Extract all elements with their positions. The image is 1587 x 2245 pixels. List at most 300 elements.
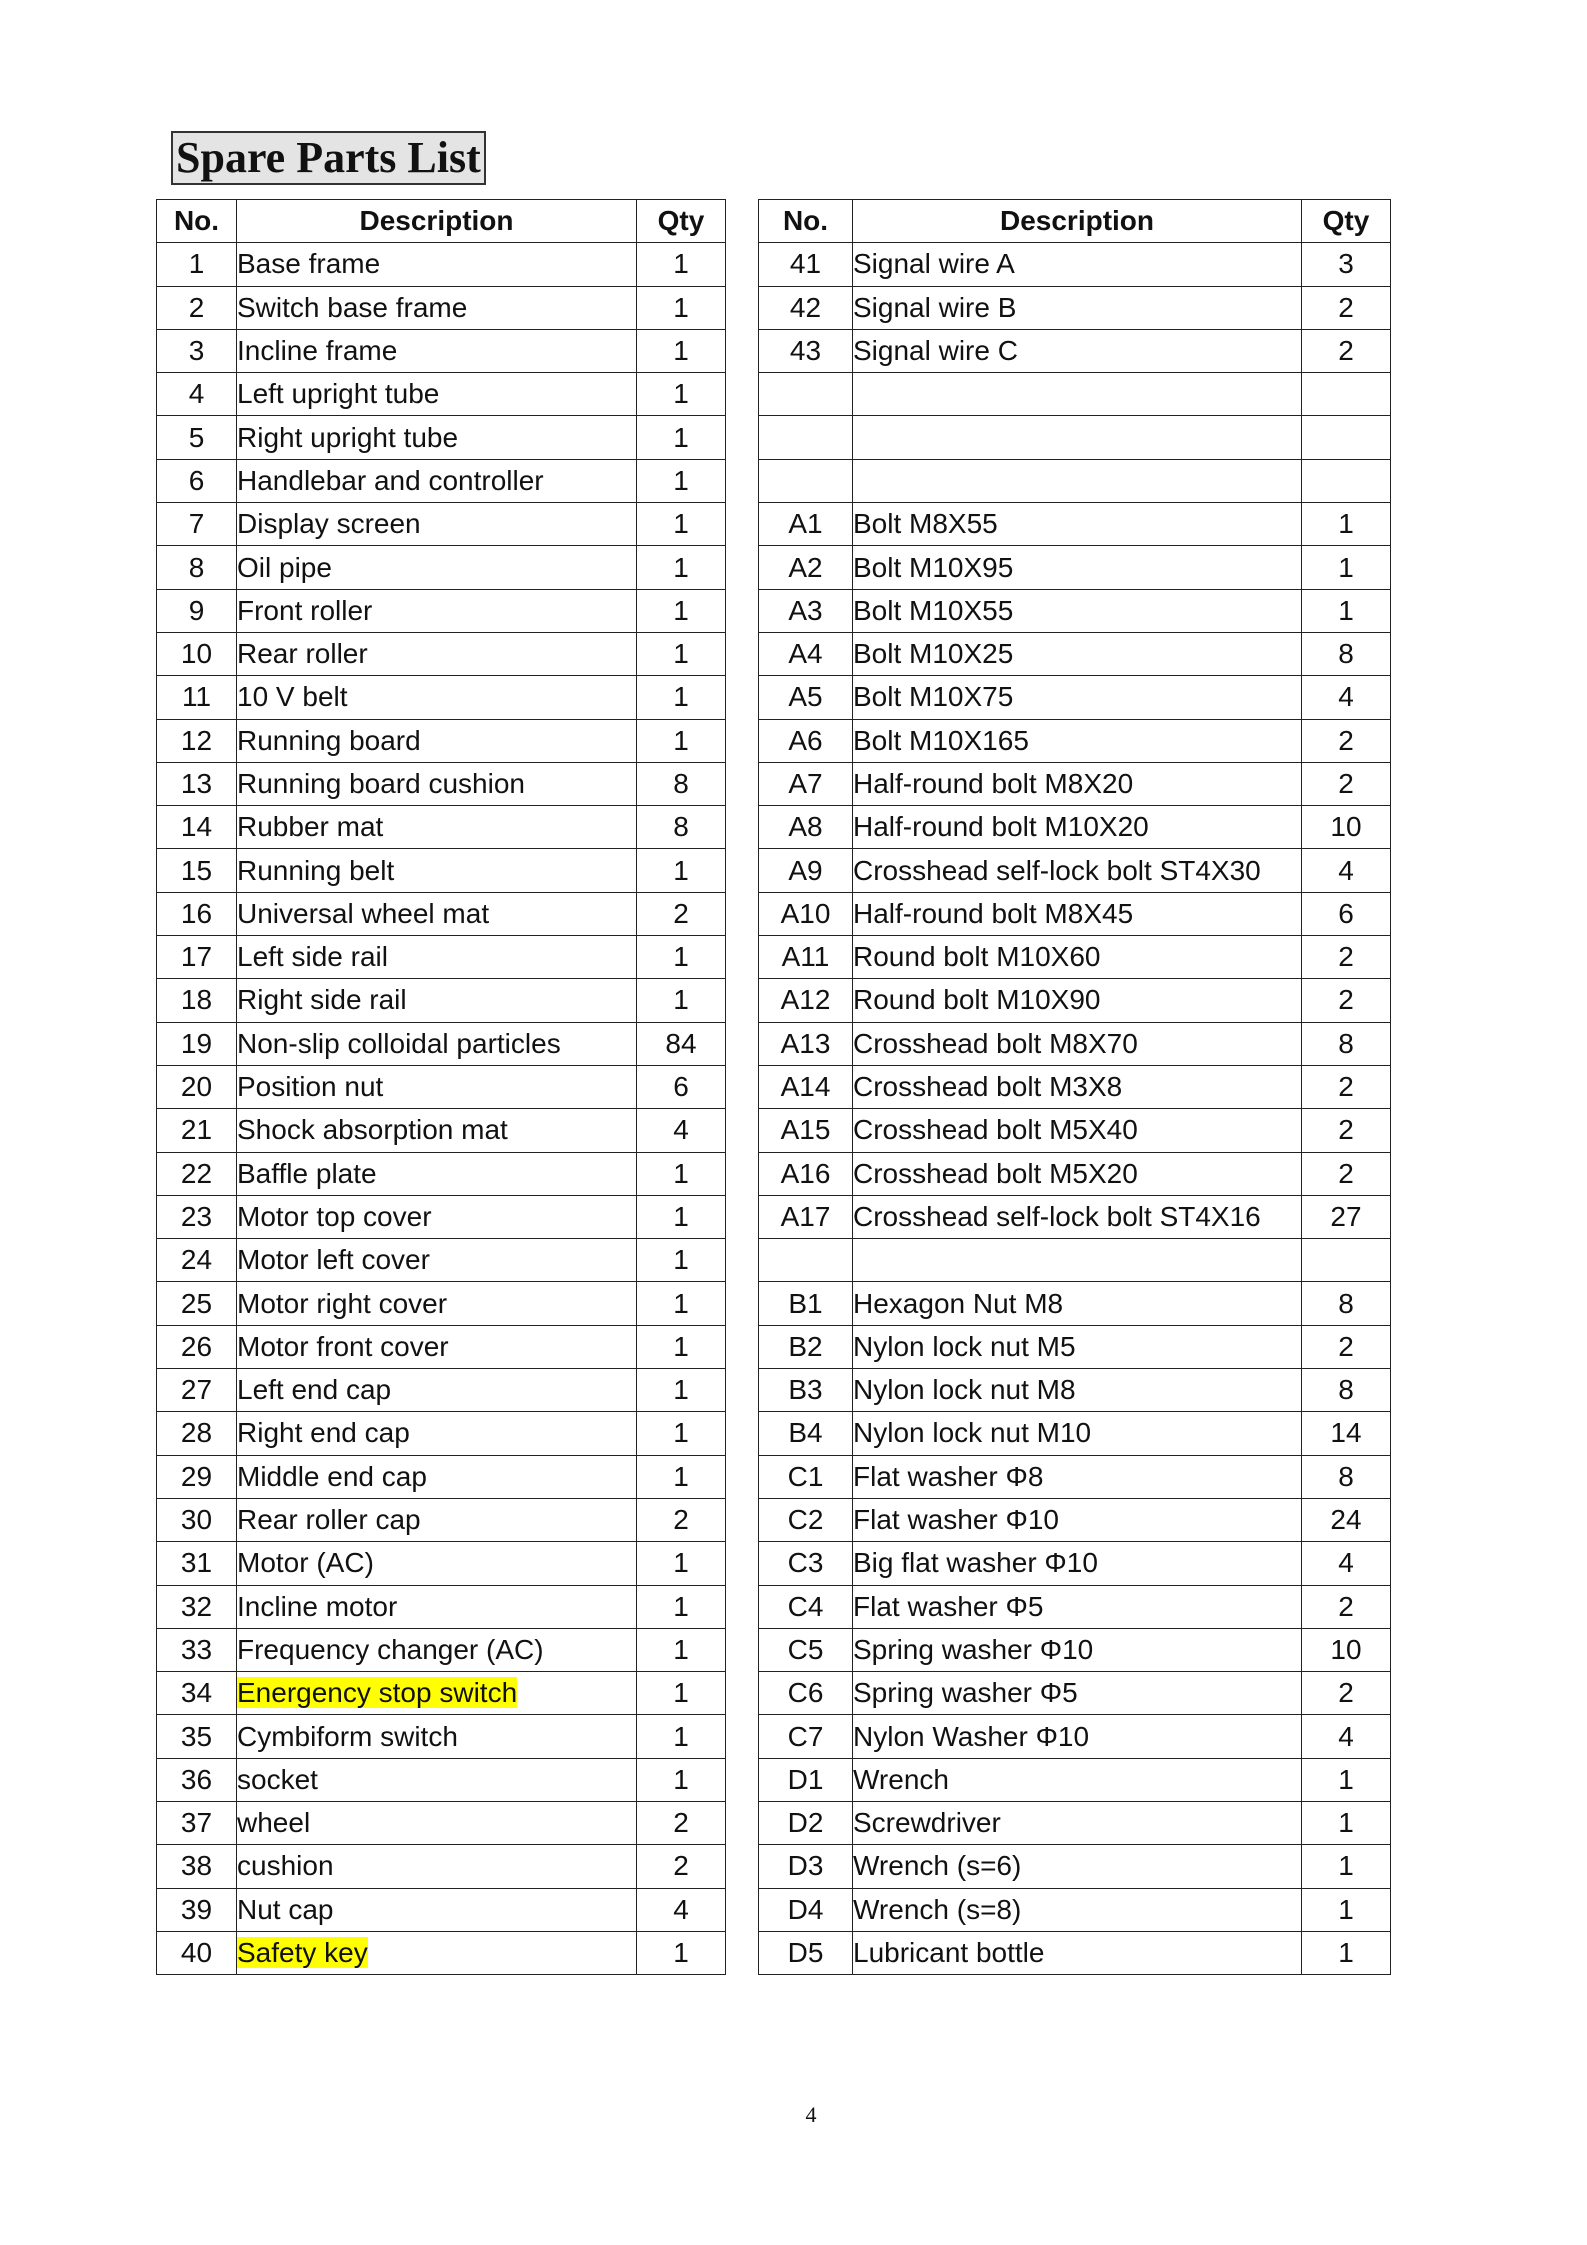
table-row: [157, 1022, 726, 1065]
part-description: Flat washer Φ8: [853, 1460, 1044, 1492]
part-description: Crosshead self-lock bolt ST4X16: [853, 1200, 1261, 1232]
table-row: [759, 243, 1391, 286]
description-cell: [853, 719, 1302, 762]
part-qty: 27: [1302, 1195, 1391, 1238]
description-cell: [237, 1498, 637, 1541]
description-cell: [853, 1325, 1302, 1368]
description-cell: [237, 546, 637, 589]
part-qty: 1: [637, 632, 726, 675]
description-cell: [237, 1455, 637, 1498]
part-qty: 10: [1302, 1628, 1391, 1671]
description-cell: [853, 632, 1302, 675]
part-description: Motor right cover: [237, 1287, 448, 1319]
table-row: [759, 1888, 1391, 1931]
header-no: No.: [157, 200, 237, 243]
part-qty: 2: [1302, 979, 1391, 1022]
part-qty: 1: [637, 243, 726, 286]
part-number: A3: [759, 589, 853, 632]
table-row: [157, 589, 726, 632]
part-qty: 4: [1302, 849, 1391, 892]
part-number: 41: [759, 243, 853, 286]
table-row: [759, 1498, 1391, 1541]
part-number: 16: [157, 892, 237, 935]
table-row: [157, 373, 726, 416]
part-description: Middle end cap: [237, 1460, 427, 1492]
part-qty: 2: [1302, 1585, 1391, 1628]
description-cell: [237, 1845, 637, 1888]
header-no: No.: [759, 200, 853, 243]
part-number: A9: [759, 849, 853, 892]
table-row: [759, 1152, 1391, 1195]
table-row: [759, 936, 1391, 979]
description-cell: [853, 373, 1302, 416]
part-qty: 8: [1302, 1455, 1391, 1498]
part-description: Crosshead bolt M5X20: [853, 1157, 1138, 1189]
part-description: Signal wire C: [853, 335, 1018, 367]
part-qty: 1: [1302, 1931, 1391, 1974]
part-qty: 1: [637, 1152, 726, 1195]
part-number: 9: [157, 589, 237, 632]
table-row: [759, 1369, 1391, 1412]
description-cell: [853, 546, 1302, 589]
part-description: Signal wire A: [853, 248, 1015, 280]
part-qty: 24: [1302, 1498, 1391, 1541]
part-number: 19: [157, 1022, 237, 1065]
table-row: [157, 1455, 726, 1498]
description-cell: [237, 589, 637, 632]
table-row: [157, 849, 726, 892]
part-qty: 2: [637, 1801, 726, 1844]
table-row: [157, 1628, 726, 1671]
part-qty: 1: [1302, 1758, 1391, 1801]
description-cell: [237, 1758, 637, 1801]
header-qty: Qty: [637, 200, 726, 243]
part-number: 22: [157, 1152, 237, 1195]
part-number: 3: [157, 329, 237, 372]
part-number: A15: [759, 1109, 853, 1152]
part-number: 5: [157, 416, 237, 459]
part-number: D3: [759, 1845, 853, 1888]
part-qty: [1302, 1239, 1391, 1282]
description-cell: [237, 286, 637, 329]
part-number: 20: [157, 1065, 237, 1108]
table-row: [759, 329, 1391, 372]
table-row: [759, 979, 1391, 1022]
part-number: 10: [157, 632, 237, 675]
part-description: Motor left cover: [237, 1244, 430, 1276]
part-number: 8: [157, 546, 237, 589]
table-row: [157, 329, 726, 372]
table-row: [759, 1715, 1391, 1758]
part-description: Nylon lock nut M8: [853, 1374, 1076, 1406]
table-row: [759, 589, 1391, 632]
part-number: C1: [759, 1455, 853, 1498]
part-qty: 2: [637, 1498, 726, 1541]
part-number: 27: [157, 1369, 237, 1412]
description-cell: [237, 416, 637, 459]
table-row: [157, 1152, 726, 1195]
part-description: Wrench (s=6): [853, 1850, 1022, 1882]
part-qty: 8: [1302, 1282, 1391, 1325]
part-description: Shock absorption mat: [237, 1114, 508, 1146]
description-cell: [853, 589, 1302, 632]
description-cell: [237, 1022, 637, 1065]
part-qty: 1: [637, 719, 726, 762]
part-qty: 1: [637, 1282, 726, 1325]
part-qty: 2: [637, 892, 726, 935]
part-number: 38: [157, 1845, 237, 1888]
part-qty: 1: [1302, 546, 1391, 589]
table-row: [759, 849, 1391, 892]
table-row: [759, 1455, 1391, 1498]
table-row: [157, 1888, 726, 1931]
part-qty: 1: [637, 1412, 726, 1455]
table-row: [759, 373, 1391, 416]
part-qty: 1: [637, 849, 726, 892]
part-description: Right side rail: [237, 984, 407, 1016]
part-description: Lubricant bottle: [853, 1937, 1045, 1969]
part-description: Rear roller: [237, 638, 368, 670]
table-row: [759, 806, 1391, 849]
description-cell: [853, 762, 1302, 805]
description-cell: [237, 979, 637, 1022]
part-description: Bolt M8X55: [853, 508, 998, 540]
part-description: Flat washer Φ10: [853, 1504, 1059, 1536]
table-row: [157, 1672, 726, 1715]
description-cell: [237, 1109, 637, 1152]
part-qty: 1: [637, 286, 726, 329]
part-number: A14: [759, 1065, 853, 1108]
part-qty: 1: [637, 459, 726, 502]
part-qty: 1: [637, 416, 726, 459]
part-qty: 1: [637, 1628, 726, 1671]
description-cell: [237, 329, 637, 372]
part-qty: 1: [637, 1542, 726, 1585]
description-cell: [853, 1715, 1302, 1758]
part-description: Spring washer Φ10: [853, 1633, 1094, 1665]
part-number: A6: [759, 719, 853, 762]
part-number: 33: [157, 1628, 237, 1671]
part-qty: 1: [637, 1195, 726, 1238]
part-number: 25: [157, 1282, 237, 1325]
part-qty: 6: [637, 1065, 726, 1108]
table-row: [157, 892, 726, 935]
part-description: Running belt: [237, 854, 395, 886]
part-number: 12: [157, 719, 237, 762]
part-qty: 8: [1302, 632, 1391, 675]
part-qty: 2: [1302, 1325, 1391, 1368]
part-qty: [1302, 459, 1391, 502]
table-row: [157, 1845, 726, 1888]
part-description: Hexagon Nut M8: [853, 1287, 1064, 1319]
description-cell: [237, 503, 637, 546]
description-cell: [853, 1022, 1302, 1065]
table-row: [157, 546, 726, 589]
part-description: socket: [237, 1763, 318, 1795]
part-description: Motor top cover: [237, 1200, 432, 1232]
description-cell: [237, 936, 637, 979]
description-cell: [853, 1412, 1302, 1455]
part-number: 7: [157, 503, 237, 546]
part-number: [759, 373, 853, 416]
part-number: A16: [759, 1152, 853, 1195]
table-row: [157, 1239, 726, 1282]
part-description: Wrench: [853, 1763, 949, 1795]
part-description: Motor (AC): [237, 1547, 374, 1579]
part-number: 11: [157, 676, 237, 719]
part-number: 15: [157, 849, 237, 892]
part-description: Left upright tube: [237, 378, 440, 410]
part-description: 10 V belt: [237, 681, 348, 713]
part-number: D2: [759, 1801, 853, 1844]
description-cell: [853, 1585, 1302, 1628]
part-number: 39: [157, 1888, 237, 1931]
description-cell: [237, 892, 637, 935]
part-qty: 2: [1302, 719, 1391, 762]
part-description: Incline motor: [237, 1590, 398, 1622]
table-row: [157, 243, 726, 286]
part-number: 37: [157, 1801, 237, 1844]
table-row: [759, 416, 1391, 459]
part-number: 4: [157, 373, 237, 416]
table-row: [759, 459, 1391, 502]
part-qty: 4: [637, 1109, 726, 1152]
part-description: Spring washer Φ5: [853, 1677, 1078, 1709]
part-description: Crosshead bolt M3X8: [853, 1071, 1123, 1103]
table-row: [157, 286, 726, 329]
part-number: D4: [759, 1888, 853, 1931]
part-number: A8: [759, 806, 853, 849]
part-number: 21: [157, 1109, 237, 1152]
table-row: [759, 1195, 1391, 1238]
part-number: 14: [157, 806, 237, 849]
table-row: [157, 806, 726, 849]
table-row: [157, 632, 726, 675]
table-row: [157, 1325, 726, 1368]
table-row: [157, 1195, 726, 1238]
table-row: [759, 892, 1391, 935]
part-qty: 1: [637, 979, 726, 1022]
part-qty: 10: [1302, 806, 1391, 849]
part-number: B3: [759, 1369, 853, 1412]
parts-table-right-body: [759, 243, 1391, 1975]
part-description: Right upright tube: [237, 421, 459, 453]
part-qty: 4: [637, 1888, 726, 1931]
table-row: [759, 632, 1391, 675]
description-cell: [237, 1065, 637, 1108]
part-number: 18: [157, 979, 237, 1022]
part-number: [759, 459, 853, 502]
part-qty: 2: [1302, 1672, 1391, 1715]
part-qty: [1302, 373, 1391, 416]
part-number: A2: [759, 546, 853, 589]
description-cell: [853, 1152, 1302, 1195]
part-description: Energency stop switch: [237, 1677, 518, 1709]
table-row: [759, 503, 1391, 546]
part-description: Base frame: [237, 248, 381, 280]
part-description: cushion: [237, 1850, 334, 1882]
part-description: Frequency changer (AC): [237, 1633, 544, 1665]
part-qty: 1: [637, 936, 726, 979]
part-number: A12: [759, 979, 853, 1022]
table-row: [759, 1628, 1391, 1671]
table-row: [759, 1845, 1391, 1888]
part-description: Crosshead self-lock bolt ST4X30: [853, 854, 1261, 886]
parts-table-left: [156, 199, 726, 1975]
description-cell: [237, 1672, 637, 1715]
part-qty: 1: [637, 1672, 726, 1715]
part-number: A7: [759, 762, 853, 805]
part-qty: 1: [637, 589, 726, 632]
description-cell: [853, 1758, 1302, 1801]
part-description: Left end cap: [237, 1374, 392, 1406]
description-cell: [853, 1498, 1302, 1541]
part-number: D1: [759, 1758, 853, 1801]
description-cell: [237, 719, 637, 762]
part-number: 43: [759, 329, 853, 372]
table-row: [157, 503, 726, 546]
parts-table-left-body: [157, 243, 726, 1975]
description-cell: [237, 1239, 637, 1282]
description-cell: [853, 1239, 1302, 1282]
header-description: Description: [853, 200, 1302, 243]
part-description: Front roller: [237, 594, 373, 626]
part-qty: 2: [637, 1845, 726, 1888]
table-row: [759, 1282, 1391, 1325]
part-description: Display screen: [237, 508, 421, 540]
part-qty: 2: [1302, 329, 1391, 372]
part-number: [759, 416, 853, 459]
part-description: Round bolt M10X90: [853, 984, 1101, 1016]
description-cell: [853, 286, 1302, 329]
part-qty: 1: [1302, 589, 1391, 632]
table-row: [157, 1758, 726, 1801]
part-qty: 2: [1302, 1109, 1391, 1152]
description-cell: [237, 1931, 637, 1974]
part-description: Motor front cover: [237, 1330, 449, 1362]
description-cell: [237, 676, 637, 719]
header-description: Description: [237, 200, 637, 243]
part-description: Crosshead bolt M5X40: [853, 1114, 1138, 1146]
part-number: 30: [157, 1498, 237, 1541]
description-cell: [853, 806, 1302, 849]
table-row: [759, 1585, 1391, 1628]
part-number: 23: [157, 1195, 237, 1238]
description-cell: [853, 676, 1302, 719]
part-qty: 14: [1302, 1412, 1391, 1455]
part-description: Baffle plate: [237, 1157, 377, 1189]
part-number: 13: [157, 762, 237, 805]
part-qty: 2: [1302, 1065, 1391, 1108]
part-description: Bolt M10X75: [853, 681, 1014, 713]
part-number: B4: [759, 1412, 853, 1455]
part-number: D5: [759, 1931, 853, 1974]
description-cell: [237, 806, 637, 849]
part-description: Round bolt M10X60: [853, 941, 1101, 973]
part-qty: 1: [637, 1931, 726, 1974]
part-qty: 1: [637, 676, 726, 719]
part-qty: [1302, 416, 1391, 459]
description-cell: [853, 1845, 1302, 1888]
table-row: [759, 1325, 1391, 1368]
part-description: Non-slip colloidal particles: [237, 1027, 561, 1059]
description-cell: [853, 849, 1302, 892]
part-number: 17: [157, 936, 237, 979]
description-cell: [237, 1282, 637, 1325]
description-cell: [853, 416, 1302, 459]
part-number: 36: [157, 1758, 237, 1801]
description-cell: [853, 892, 1302, 935]
table-row: [759, 676, 1391, 719]
description-cell: [237, 1412, 637, 1455]
description-cell: [237, 243, 637, 286]
description-cell: [853, 1931, 1302, 1974]
description-cell: [237, 1715, 637, 1758]
description-cell: [853, 1801, 1302, 1844]
part-description: Nylon lock nut M10: [853, 1417, 1092, 1449]
part-qty: 8: [1302, 1022, 1391, 1065]
part-number: A1: [759, 503, 853, 546]
part-number: 40: [157, 1931, 237, 1974]
part-number: 29: [157, 1455, 237, 1498]
part-number: A17: [759, 1195, 853, 1238]
part-qty: 6: [1302, 892, 1391, 935]
part-description: Safety key: [237, 1937, 368, 1969]
table-row: [759, 1065, 1391, 1108]
part-description: Nylon Washer Φ10: [853, 1720, 1090, 1752]
part-description: Position nut: [237, 1071, 384, 1103]
description-cell: [237, 632, 637, 675]
table-row: [759, 546, 1391, 589]
description-cell: [237, 373, 637, 416]
description-cell: [237, 459, 637, 502]
part-number: B2: [759, 1325, 853, 1368]
part-number: 32: [157, 1585, 237, 1628]
part-qty: 3: [1302, 243, 1391, 286]
description-cell: [853, 979, 1302, 1022]
description-cell: [853, 1888, 1302, 1931]
part-number: C5: [759, 1628, 853, 1671]
table-row: [759, 719, 1391, 762]
part-qty: 1: [637, 1325, 726, 1368]
part-description: Left side rail: [237, 941, 388, 973]
part-qty: 1: [637, 1758, 726, 1801]
description-cell: [237, 1585, 637, 1628]
table-row: [759, 1672, 1391, 1715]
part-number: 2: [157, 286, 237, 329]
part-number: A13: [759, 1022, 853, 1065]
part-qty: 4: [1302, 1715, 1391, 1758]
part-number: 31: [157, 1542, 237, 1585]
part-number: 6: [157, 459, 237, 502]
part-qty: 2: [1302, 936, 1391, 979]
part-number: C6: [759, 1672, 853, 1715]
part-number: C3: [759, 1542, 853, 1585]
description-cell: [853, 1369, 1302, 1412]
table-row: [157, 1585, 726, 1628]
table-row: [157, 1065, 726, 1108]
description-cell: [853, 503, 1302, 546]
part-qty: 1: [637, 546, 726, 589]
part-qty: 1: [637, 1585, 726, 1628]
part-qty: 1: [637, 1455, 726, 1498]
part-qty: 8: [637, 762, 726, 805]
table-row: [759, 286, 1391, 329]
part-description: Nut cap: [237, 1893, 334, 1925]
part-description: Bolt M10X25: [853, 638, 1014, 670]
table-row: [759, 762, 1391, 805]
description-cell: [853, 936, 1302, 979]
